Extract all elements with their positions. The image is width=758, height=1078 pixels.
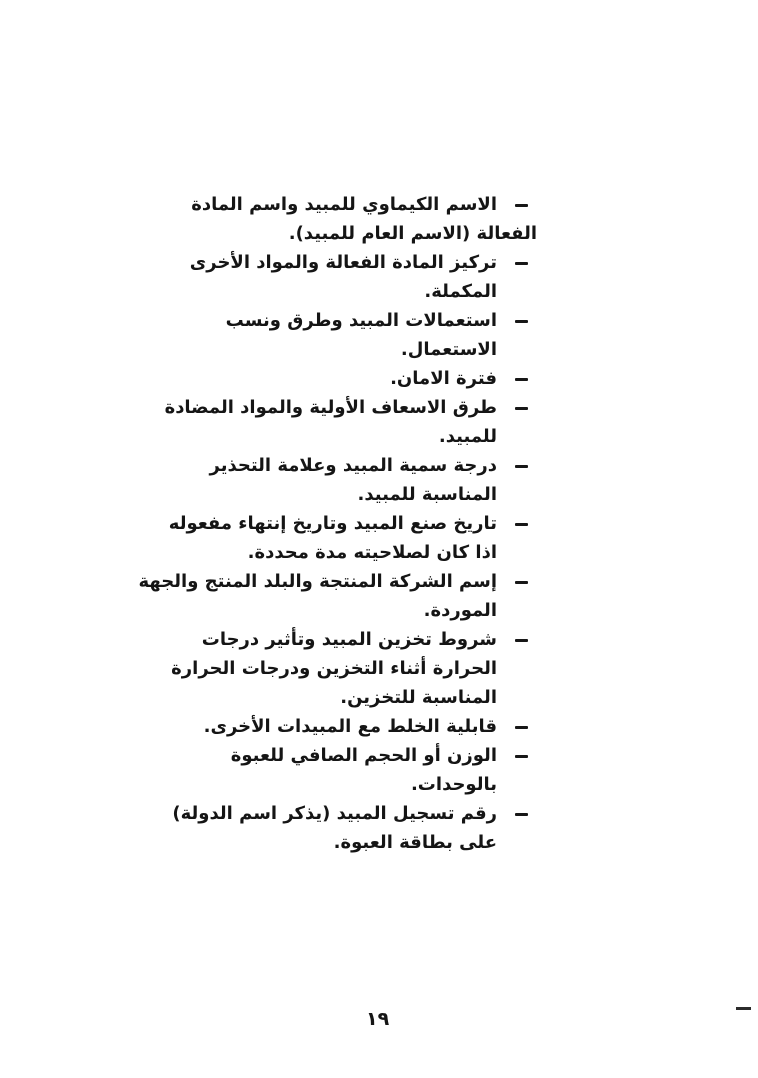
- dash-icon: [515, 813, 528, 816]
- list-item-lines: [172, 799, 497, 857]
- list-item-line: على بطاقة العبوة.: [333, 832, 497, 853]
- list-item-line: طرق الاسعاف الأولية والمواد المضادة: [164, 397, 497, 418]
- dash-icon: [515, 204, 528, 207]
- list-item-lines: [230, 741, 497, 799]
- dash-icon: [515, 465, 528, 468]
- list-item-line: استعمالات المبيد وطرق ونسب: [225, 310, 497, 331]
- list-item: [209, 451, 531, 509]
- list-item-lines: [138, 567, 497, 625]
- page-edge-mark: [736, 1007, 751, 1010]
- list-item-line: المناسبة للتخزين.: [340, 687, 497, 708]
- dash-bullet-icon: [497, 364, 531, 393]
- list-item-line: رقم تسجيل المبيد (يذكر اسم الدولة): [172, 803, 497, 824]
- list-item-line: تركيز المادة الفعالة والمواد الأخرى: [189, 252, 497, 273]
- dash-bullet-icon: [497, 799, 531, 857]
- list-item-line: للمبيد.: [438, 426, 497, 447]
- list-item: [230, 741, 531, 799]
- list-item-line: فترة الامان.: [390, 368, 497, 389]
- list-item-line: تاريخ صنع المبيد وتاريخ إنتهاء مفعوله: [168, 513, 497, 534]
- list-item-line: إسم الشركة المنتجة والبلد المنتج والجهة: [138, 571, 497, 592]
- dash-bullet-icon: [497, 190, 531, 248]
- list-item-line: المكملة.: [424, 281, 497, 302]
- list-item-line: الاستعمال.: [400, 339, 497, 360]
- dash-bullet-icon: [497, 712, 531, 741]
- list-item-lines: [225, 306, 497, 364]
- list-item-line: درجة سمية المبيد وعلامة التحذير: [209, 455, 497, 476]
- list-item-line: بالوحدات.: [410, 774, 497, 795]
- list-item: [191, 190, 537, 248]
- list-item-lines: [164, 393, 497, 451]
- dash-icon: [515, 378, 528, 381]
- dash-icon: [515, 581, 528, 584]
- list-item-line: الموردة.: [423, 600, 497, 621]
- dash-icon: [515, 523, 528, 526]
- list-item: [237, 364, 531, 393]
- list-item-line: الاسم الكيماوي للمبيد واسم المادة: [191, 194, 497, 215]
- list-item-lines: [189, 248, 497, 306]
- list-item-line: قابلية الخلط مع المبيدات الأخرى.: [203, 716, 497, 737]
- dash-bullet-icon: [497, 248, 531, 306]
- list-item: [171, 625, 531, 712]
- list-item: [225, 306, 531, 364]
- dash-bullet-icon: [497, 306, 531, 364]
- list-item-lines: [237, 364, 497, 393]
- list-item-line: الحرارة أثناء التخزين ودرجات الحرارة: [171, 658, 497, 679]
- dash-icon: [515, 320, 528, 323]
- list-item: [203, 712, 531, 741]
- list-item-line: الفعالة (الاسم العام للمبيد).: [288, 223, 537, 244]
- dash-icon: [515, 726, 528, 729]
- dash-icon: [515, 262, 528, 265]
- list-item: [172, 799, 531, 857]
- list-item-lines: [171, 625, 497, 712]
- dash-bullet-icon: [497, 625, 531, 712]
- list-item-line: الوزن أو الحجم الصافي للعبوة: [230, 745, 497, 766]
- list-item-line: المناسبة للمبيد.: [357, 484, 497, 505]
- list-item: [189, 248, 531, 306]
- dash-bullet-icon: [497, 393, 531, 451]
- dash-icon: [515, 407, 528, 410]
- list-item-line: اذا كان لصلاحيته مدة محددة.: [247, 542, 497, 563]
- dash-bullet-icon: [497, 567, 531, 625]
- bullet-list: [138, 190, 537, 857]
- list-item: [138, 567, 531, 625]
- page-number: ١٩: [366, 1008, 390, 1030]
- list-item-lines: [191, 190, 537, 248]
- dash-bullet-icon: [497, 741, 531, 799]
- list-item-lines: [203, 712, 497, 741]
- dash-bullet-icon: [497, 451, 531, 509]
- dash-icon: [515, 755, 528, 758]
- list-item: [168, 509, 531, 567]
- dash-bullet-icon: [497, 509, 531, 567]
- list-item: [164, 393, 531, 451]
- list-item-line: شروط تخزين المبيد وتأثير درجات: [201, 629, 497, 650]
- list-item-lines: [209, 451, 497, 509]
- list-item-lines: [168, 509, 497, 567]
- dash-icon: [515, 639, 528, 642]
